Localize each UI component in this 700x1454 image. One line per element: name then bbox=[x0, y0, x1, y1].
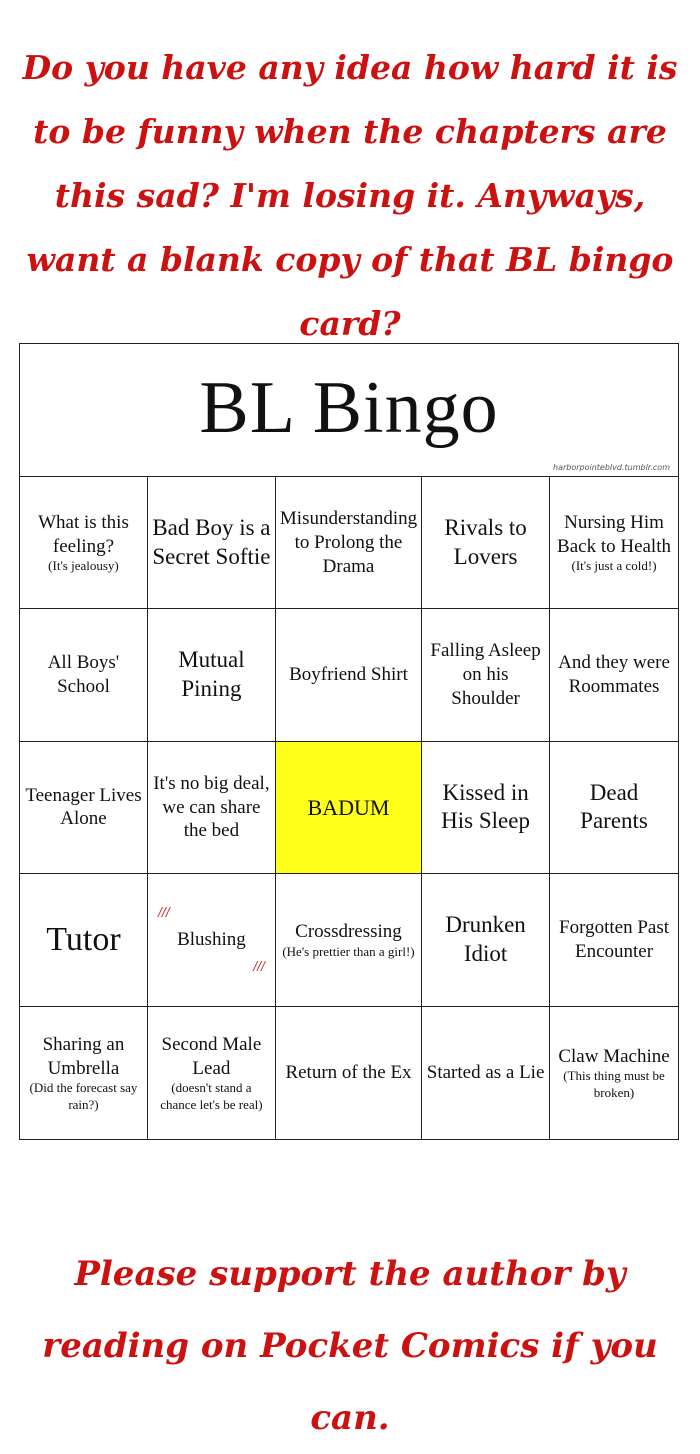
bingo-credit: harborpointeblvd.tumblr.com bbox=[553, 463, 670, 472]
bingo-cell: Started as a Lie bbox=[422, 1007, 550, 1139]
bingo-cell: Drunken Idiot bbox=[422, 874, 550, 1006]
bingo-cell: It's no big deal, we can share the bed bbox=[148, 742, 276, 874]
bingo-cell: Boyfriend Shirt bbox=[276, 609, 422, 741]
bingo-cell: Crossdressing (He's prettier than a girl!) bbox=[276, 874, 422, 1006]
bingo-cell: Falling Asleep on his Shoulder bbox=[422, 609, 550, 741]
blush-marks: /// bbox=[253, 958, 265, 975]
bingo-cell: And they were Roommates bbox=[550, 609, 678, 741]
bingo-cell: Nursing Him Back to Health (It's just a cold!) bbox=[550, 477, 678, 609]
bingo-cell: All Boys' School bbox=[20, 609, 148, 741]
bingo-cell: Bad Boy is a Secret Softie bbox=[148, 477, 276, 609]
bingo-cell: Claw Machine (This thing must be broken) bbox=[558, 1045, 670, 1100]
top-caption: Do you have any idea how hard it is to be funny when the chapters are this sad? I'm losing it. Anyways, want a blank copy of that BL bingo card? bbox=[22, 48, 678, 343]
bingo-cell: Dead Parents bbox=[550, 742, 678, 874]
bottom-caption: Please support the author by reading on Pocket Comics if you can. bbox=[42, 1254, 658, 1438]
bingo-free-space: BADUM bbox=[276, 742, 422, 874]
bingo-title: BL Bingo bbox=[199, 367, 499, 449]
bingo-header bbox=[20, 344, 678, 477]
bingo-cell: Return of the Ex bbox=[276, 1007, 422, 1139]
bingo-cell: Mutual Pining bbox=[148, 609, 276, 741]
blush-marks: /// bbox=[157, 904, 170, 921]
bingo-grid bbox=[20, 477, 678, 1139]
bingo-cell: What is this feeling? (It's jealousy) bbox=[20, 477, 148, 609]
bingo-cell: /// Blushing /// bbox=[148, 874, 276, 1006]
bingo-cell: Forgotten Past Encounter bbox=[550, 874, 678, 1006]
bingo-cell: Second Male Lead (doesn't stand a chance let's be real) bbox=[148, 1007, 276, 1139]
bingo-cell: Misunderstanding to Prolong the Drama bbox=[276, 477, 422, 609]
bingo-cell: Teenager Lives Alone bbox=[20, 742, 148, 874]
bingo-cell: Kissed in His Sleep bbox=[422, 742, 550, 874]
bingo-card bbox=[19, 343, 679, 1140]
bingo-cell: Tutor bbox=[20, 874, 148, 1006]
bingo-cell: Rivals to Lovers bbox=[422, 477, 550, 609]
bingo-cell: Sharing an Umbrella (Did the forecast say rain?) bbox=[20, 1007, 148, 1139]
